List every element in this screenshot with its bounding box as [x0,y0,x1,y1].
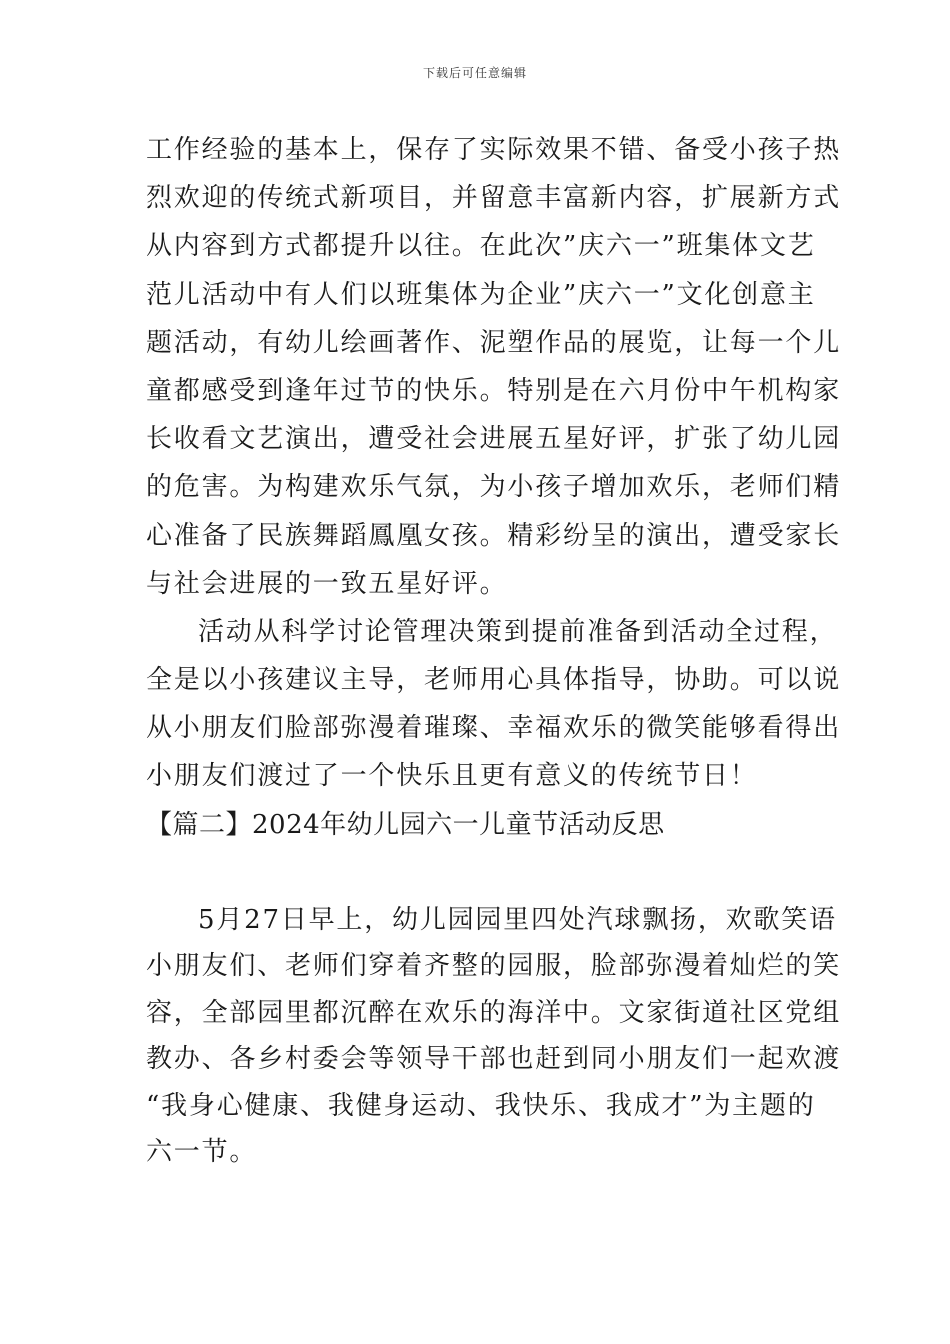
text-line: 与社会进展的一致五星好评。 [146,568,508,599]
section-heading: 【篇二】2024年幼儿园六一儿童节活动反思 [146,809,665,840]
text-line: 小朋友们渡过了一个快乐且更有意义的传统节日！ [146,761,758,792]
text-line: 童都感受到逢年过节的快乐。特别是在六月份中午机构家 [146,375,842,406]
text-line: 六一节。 [146,1137,258,1168]
header-note: 下载后可任意编辑 [422,66,527,80]
document-body [146,126,842,1176]
text-line: 从内容到方式都提升以往。在此次”庆六一”班集体文艺 [146,231,816,262]
spacer [146,849,808,897]
text-line: 题活动，有幼儿绘画著作、泥塑作品的展览，让每一个儿 [146,327,842,358]
text-line: 小朋友们、老师们穿着齐整的园服，脸部弥漫着灿烂的笑 [146,951,842,982]
text-line: 教办、各乡村委会等领导干部也赶到同小朋友们一起欢渡 [146,1044,842,1075]
paragraph-3 [146,897,842,1176]
text-line: 全是以小孩建议主导，老师用心具体指导，协助。可以说 [146,665,842,696]
text-line: 的危害。为构建欢乐气氛，为小孩子增加欢乐，老师们精 [146,472,842,503]
text-line: 烈欢迎的传统式新项目，并留意丰富新内容，扩展新方式 [146,183,842,214]
text-line: 从小朋友们脸部弥漫着璀璨、幸福欢乐的微笑能够看得出 [146,713,842,744]
paragraph-2 [146,608,842,801]
paragraph-1 [146,126,842,608]
text-line: 长收看文艺演出，遭受社会进展五星好评，扩张了幼儿园 [146,424,842,455]
text-line: 心准备了民族舞蹈鳳凰女孩。精彩纷呈的演出，遭受家长 [146,520,842,551]
text-line: 工作经验的基本上，保存了实际效果不错、备受小孩子热 [146,135,842,165]
text-line: 5月27日早上，幼儿园园里四处汽球飘扬，欢歌笑语 [198,904,837,935]
text-line: 活动从科学讨论管理决策到提前准备到活动全过程， [198,616,838,647]
text-line: 容，全部园里都沉醉在欢乐的海洋中。文家街道社区党组 [146,997,842,1028]
text-line: “我身心健康、我健身运动、我快乐、我成才”为主题的 [146,1090,816,1121]
text-line: 范儿活动中有人们以班集体为企业”庆六一”文化创意主 [146,279,816,310]
